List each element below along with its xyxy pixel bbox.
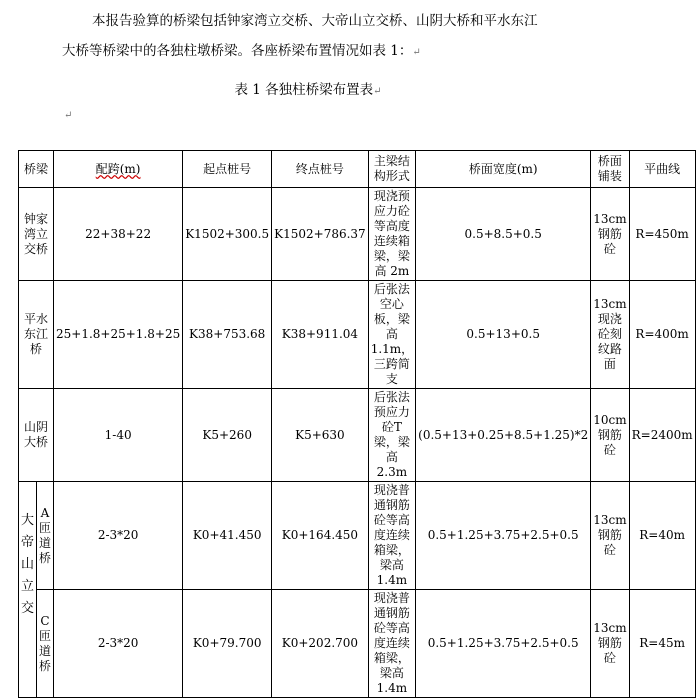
- cell-structure: 后张法预应力砼T梁，梁高 2.3m: [368, 389, 415, 482]
- empty-paragraph-mark: ↵: [64, 110, 73, 121]
- group-name-cell: 大帝山立交: [19, 482, 37, 698]
- cell-structure: 后张法空心板，梁高 1.1m，三跨简支: [368, 281, 415, 389]
- cell-bridge: C 匝道桥: [37, 590, 54, 698]
- cell-width: 0.5+1.25+3.75+2.5+0.5: [416, 482, 591, 590]
- cell-span: 1-40: [54, 389, 183, 482]
- cell-paving: 10cm 钢筋砼: [591, 389, 629, 482]
- table-row: [19, 590, 696, 698]
- header-start: 起点桩号: [183, 151, 272, 188]
- cell-curve: R=45m: [629, 590, 695, 698]
- table-caption: 表 1 各独柱桥梁布置表↵: [234, 82, 382, 98]
- cell-start: K38+753.68: [183, 281, 272, 389]
- header-end: 终点桩号: [272, 151, 369, 188]
- cell-paving: 13cm 钢筋砼: [591, 188, 629, 281]
- intro-line-1: 本报告验算的桥梁包括钟家湾立交桥、大帝山立交桥、山阴大桥和平水东江: [92, 13, 538, 29]
- cell-width: 0.5+13+0.5: [416, 281, 591, 389]
- cell-width: 0.5+1.25+3.75+2.5+0.5: [416, 590, 591, 698]
- cell-start: K1502+300.5: [183, 188, 272, 281]
- intro-paragraph: [62, 6, 602, 68]
- cell-paving: 13cm 现浇砼刻纹路面: [591, 281, 629, 389]
- cell-end: K0+164.450: [272, 482, 369, 590]
- cell-end: K0+202.700: [272, 590, 369, 698]
- cell-width: (0.5+13+0.25+8.5+1.25)*2: [416, 389, 591, 482]
- cell-end: K38+911.04: [272, 281, 369, 389]
- cell-width: 0.5+8.5+0.5: [416, 188, 591, 281]
- cell-span: 2-3*20: [54, 482, 183, 590]
- intro-line-2: 大桥等桥梁中的各独柱墩桥梁。各座桥梁布置情况如表 1：↵: [62, 43, 421, 59]
- header-span: 配跨(m): [54, 151, 183, 188]
- cell-curve: R=2400m: [629, 389, 695, 482]
- cell-start: K5+260: [183, 389, 272, 482]
- cell-curve: R=450m: [629, 188, 695, 281]
- header-curve: 平曲线: [629, 151, 695, 188]
- cell-curve: R=400m: [629, 281, 695, 389]
- table-row: [19, 281, 696, 389]
- header-bridge: 桥梁: [19, 151, 54, 188]
- table-row: [19, 188, 696, 281]
- cell-start: K0+41.450: [183, 482, 272, 590]
- cell-paving: 13cm 钢筋砼: [591, 590, 629, 698]
- cell-start: K0+79.700: [183, 590, 272, 698]
- table-row: [19, 482, 696, 590]
- cell-paving: 13cm 钢筋砼: [591, 482, 629, 590]
- cell-structure: 现浇普通钢筋砼等高度连续箱梁，梁高 1.4m: [368, 590, 415, 698]
- cell-end: K5+630: [272, 389, 369, 482]
- header-paving: 桥面铺装: [591, 151, 629, 188]
- cell-end: K1502+786.37: [272, 188, 369, 281]
- header-width: 桥面宽度(m): [416, 151, 591, 188]
- header-structure: 主梁结构形式: [368, 151, 415, 188]
- cell-curve: R=40m: [629, 482, 695, 590]
- cell-bridge: 山阴大桥: [19, 389, 54, 482]
- cell-structure: 现浇普通钢筋砼等高度连续箱梁，梁高 1.4m: [368, 482, 415, 590]
- cell-structure: 现浇预应力砼等高度连续箱梁，梁高 2m: [368, 188, 415, 281]
- cell-span: 22+38+22: [54, 188, 183, 281]
- cell-bridge: A 匝道桥: [37, 482, 54, 590]
- cell-bridge: 平水东江桥: [19, 281, 54, 389]
- table-row: [19, 389, 696, 482]
- cell-span: 25+1.8+25+1.8+25: [54, 281, 183, 389]
- cell-bridge: 钟家湾立交桥: [19, 188, 54, 281]
- bridge-table: [18, 150, 696, 698]
- cell-span: 2-3*20: [54, 590, 183, 698]
- table-header-row: [19, 151, 696, 188]
